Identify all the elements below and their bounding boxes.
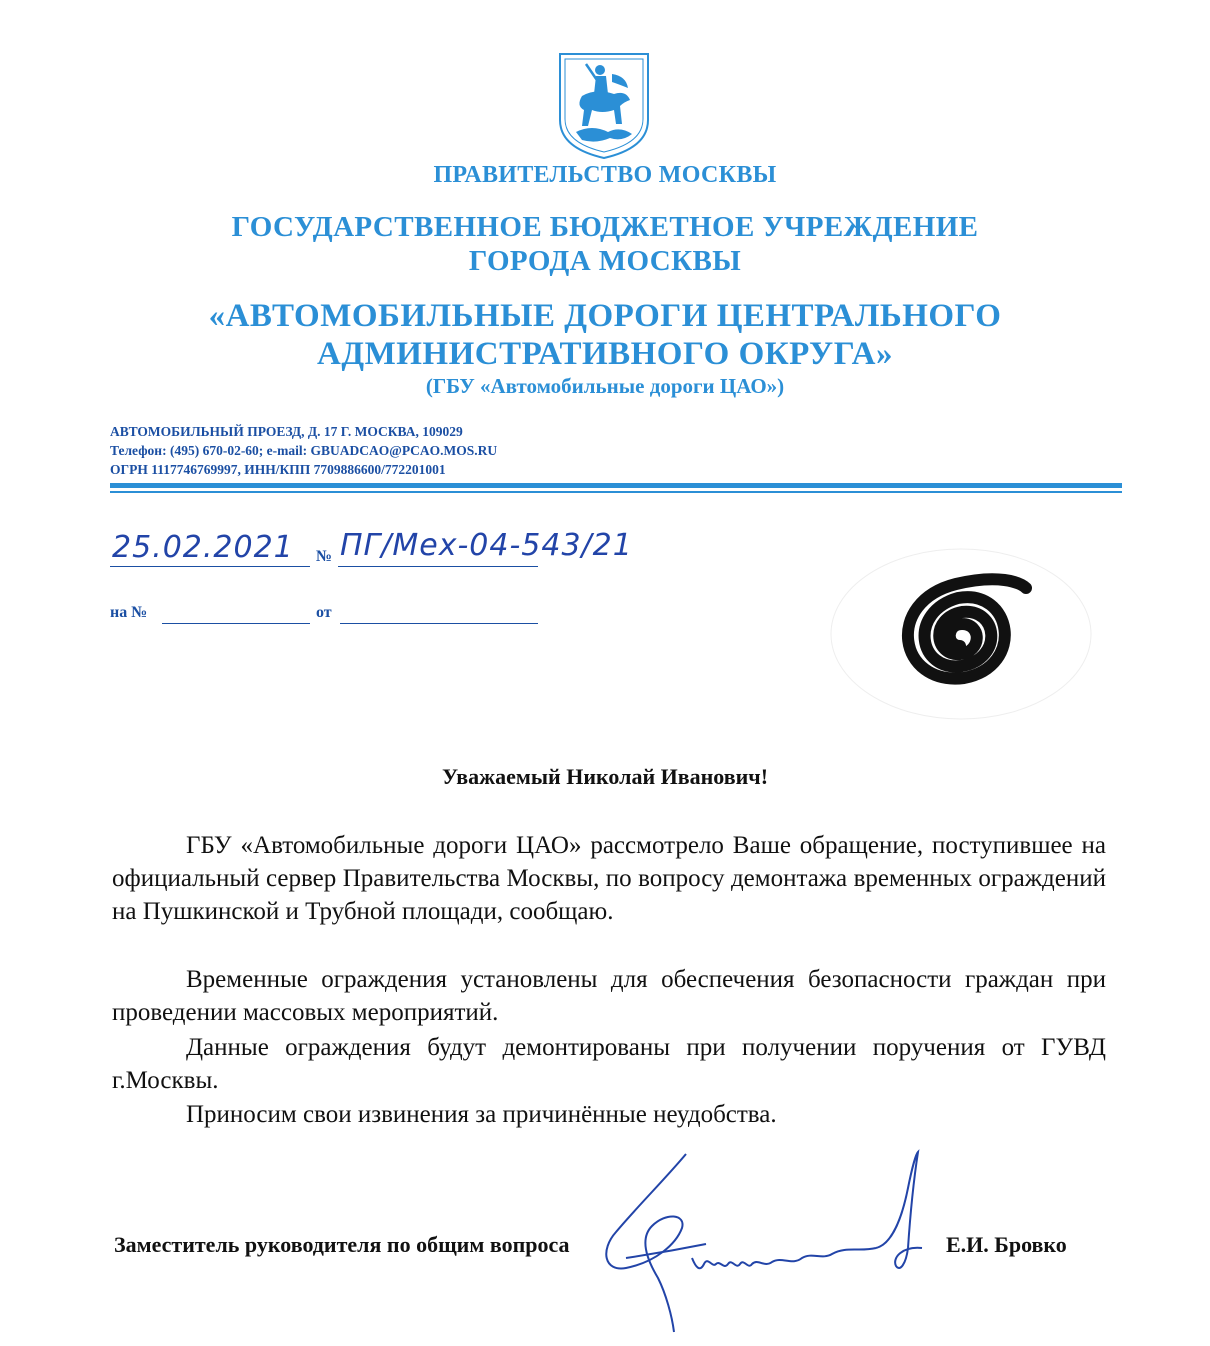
address: АВТОМОБИЛЬНЫЙ ПРОЕЗД, Д. 17 Г. МОСКВА, 109029	[110, 424, 463, 439]
reply-number-line	[162, 623, 310, 624]
reply-from-line	[340, 623, 538, 624]
signatory-position: Заместитель руководителя по общим вопроса	[114, 1232, 570, 1257]
header-divider-thin	[110, 491, 1122, 493]
number-underline	[338, 566, 538, 567]
government-title: ПРАВИТЕЛЬСТВО МОСКВЫ	[433, 162, 777, 188]
signatory-name: Е.И. Бровко	[946, 1232, 1067, 1257]
paragraph-1: ГБУ «Автомобильные дороги ЦАО» рассмотрело Ваше обращение, поступившее на официальный сервер Правительства Москвы, по вопросу демонтажа временных ограждений на Пушкинской и Трубной площади, сообщаю.	[112, 832, 1106, 925]
date-underline	[110, 566, 310, 567]
institution-title-line1: ГОСУДАРСТВЕННОЕ БЮДЖЕТНОЕ УЧРЕЖДЕНИЕ	[231, 211, 979, 243]
paragraph-3: Данные ограждения будут демонтированы при получении поручения от ГУВД г.Москвы.	[112, 1034, 1106, 1094]
handwritten-signature-icon	[596, 1148, 946, 1338]
handwritten-date: 25.02.2021	[112, 530, 294, 565]
moscow-coat-of-arms-icon	[556, 50, 652, 162]
paragraph-2: Временные ограждения установлены для обеспечения безопасности граждан при проведении массовых мероприятий.	[112, 966, 1106, 1026]
organization-short-name: (ГБУ «Автомобильные дороги ЦАО»)	[425, 374, 785, 398]
spiral-icon	[830, 548, 1092, 720]
contact-block	[110, 422, 497, 479]
reply-from-label: от	[316, 604, 332, 621]
organization-title-line1: «АВТОМОБИЛЬНЫЕ ДОРОГИ ЦЕНТРАЛЬНОГО	[208, 298, 1002, 334]
paragraph-4: Приносим свои извинения за причинённые неудобства.	[186, 1101, 777, 1128]
organization-title-line2: АДМИНИСТРАТИВНОГО ОКРУГА»	[317, 336, 893, 372]
salutation: Уважаемый Николай Иванович!	[441, 764, 769, 789]
header-divider-thick	[110, 483, 1122, 488]
number-label: №	[316, 548, 333, 565]
institution-title-line2: ГОРОДА МОСКВЫ	[468, 245, 742, 277]
handwritten-number: ПГ/Мех-04-543/21	[340, 528, 633, 563]
reply-number-label: на №	[110, 604, 148, 621]
phone-email: Телефон: (495) 670-02-60; e-mail: GBUADCAO@PCAO.MOS.RU	[110, 443, 498, 458]
registration-numbers: ОГРН 1117746769997, ИНН/КПП 7709886600/772201001	[110, 462, 446, 477]
